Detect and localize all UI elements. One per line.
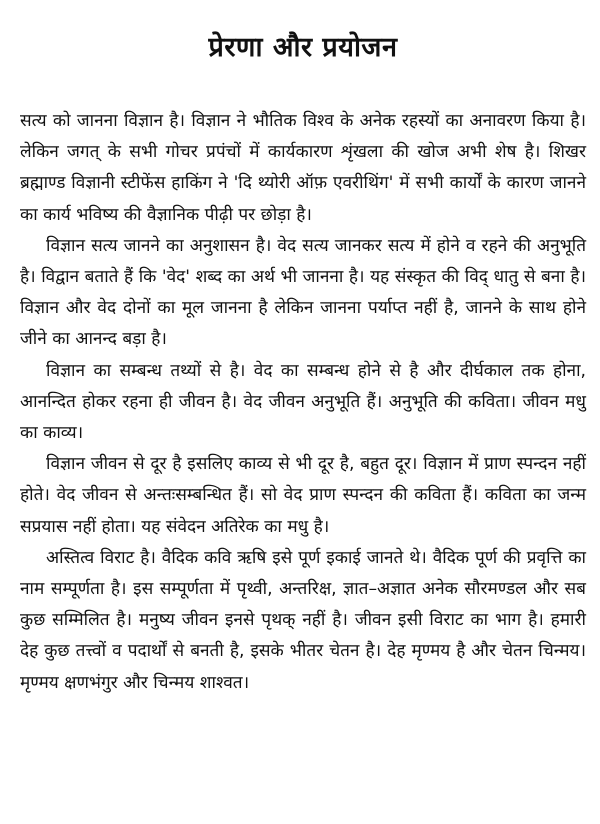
body-text xyxy=(20,106,586,699)
paragraph-1: सत्य को जानना विज्ञान है। विज्ञान ने भौतिक विश्व के अनेक रहस्यों का अनावरण किया है। लेकिन जगत् के सभी गोचर प्रपंचों में कार्यकारण शृंखला की खोज अभी शेष है। शिखर ब्रह्माण्ड विज्ञानी स्टीफेंस हाकिंग ने 'दि थ्योरी ऑफ़ एवरीथिंग' में सभी कार्यों के कारण जानने का कार्य भविष्य की वैज्ञानिक पीढ़ी पर छोड़ा है। xyxy=(20,111,586,225)
paragraph-3: विज्ञान का सम्बन्ध तथ्यों से है। वेद का सम्बन्ध होने से है और दीर्घकाल तक होना, आनन्दित होकर रहना ही जीवन है। वेद जीवन अनुभूति हैं। अनुभूति की कविता। जीवन मधु का काव्य। xyxy=(20,360,586,444)
paragraph-5: अस्तित्व विराट है। वैदिक कवि ऋषि इसे पूर्ण इकाई जानते थे। वैदिक पूर्ण की प्रवृत्ति का नाम सम्पूर्णता है। इस सम्पूर्णता में पृथ्वी, अन्तरिक्ष, ज्ञात–अज्ञात अनेक सौरमण्डल और सब कुछ सम्मिलित है। मनुष्य जीवन इनसे पृथक् नहीं है। जीवन इसी विराट का भाग है। हमारी देह कुछ तत्त्वों व पदार्थों से बनती है, इसके भीतर चेतन है। देह मृण्मय है और चेतन चिन्मय। मृण्मय क्षणभंगुर और चिन्मय शाश्वत। xyxy=(20,547,586,693)
paragraph-2: विज्ञान सत्य जानने का अनुशासन है। वेद सत्य जानकर सत्य में होने व रहने की अनुभूति है। विद्वान बताते हैं कि 'वेद' शब्द का अर्थ भी जानना है। यह संस्कृत की विद् धातु से बना है। विज्ञान और वेद दोनों का मूल जानना है लेकिन जानना पर्याप्त नहीं है, जानने के साथ होने जीने का आनन्द बड़ा है। xyxy=(20,235,586,350)
paragraph-4: विज्ञान जीवन से दूर है इसलिए काव्य से भी दूर है, बहुत दूर। विज्ञान में प्राण स्पन्दन नहीं होते। वेद जीवन से अन्तःसम्बन्धित हैं। सो वेद प्राण स्पन्दन की कविता हैं। कविता का जन्म सप्रयास नहीं होता। यह संवेदन अतिरेक का मधु है। xyxy=(20,454,586,537)
page-title: प्रेरणा और प्रयोजन xyxy=(208,32,398,63)
